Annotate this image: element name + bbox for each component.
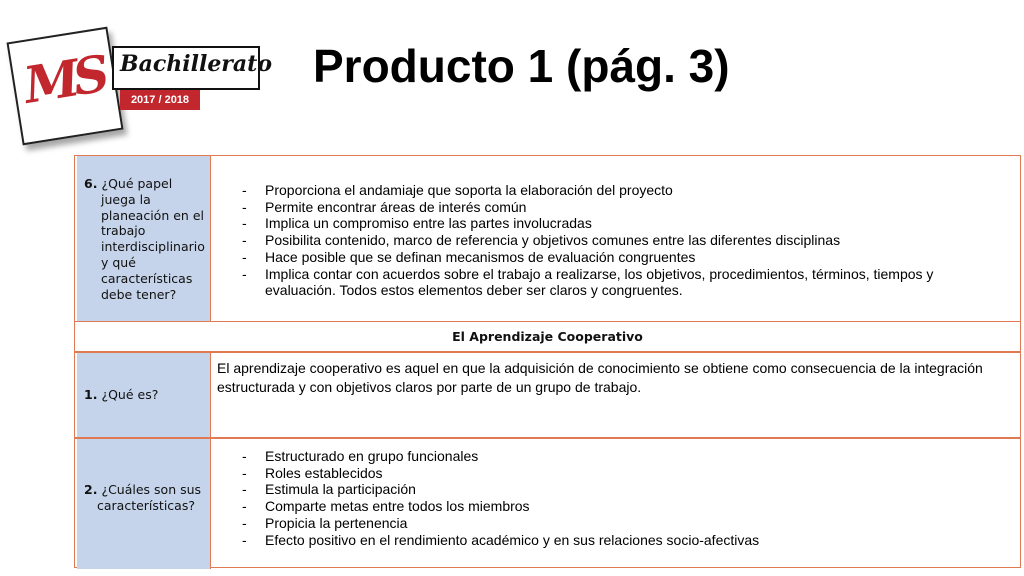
question-text bbox=[84, 176, 206, 302]
logo-years: 2017 / 2018 bbox=[120, 90, 200, 110]
list-item: - Implica contar con acuerdos sobre el trabajo a realizarse, los objetivos, procedimientos, términos, tiempos y evaluación. Todos estos elementos deber ser claros y congruentes. bbox=[211, 266, 1020, 299]
list-item: - Roles establecidos bbox=[211, 465, 1020, 482]
question-cell bbox=[77, 353, 211, 439]
section-title: El Aprendizaje Cooperativo bbox=[452, 329, 643, 344]
list-item: - Implica un compromiso entre las partes involucradas bbox=[211, 215, 1020, 232]
answer-cell bbox=[211, 156, 1020, 321]
content-table bbox=[74, 155, 1021, 568]
question-number: 1. bbox=[84, 387, 98, 402]
question-label: ¿Qué es? bbox=[101, 387, 159, 402]
answer-paragraph: El aprendizaje cooperativo es aquel en que la adquisición de conocimiento se obtiene como consecuencia de la integración estructurada y con objetivos claros por parte de un grupo de trabajo. bbox=[217, 360, 983, 395]
question-cell bbox=[77, 156, 211, 321]
question-label: ¿Qué papel juega la planeación en el trabajo interdisciplinario y qué características debe tener? bbox=[101, 176, 205, 302]
list-item: - Efecto positivo en el rendimiento académico y en sus relaciones socio-afectivas bbox=[211, 532, 1020, 549]
list-item: - Posibilita contenido, marco de referencia y objetivos comunes entre las diferentes disciplinas bbox=[211, 232, 1020, 249]
list-item: - Proporciona el andamiaje que soporta la elaboración del proyecto bbox=[211, 182, 1020, 199]
list-item: - Propicia la pertenencia bbox=[211, 515, 1020, 532]
logo-letters: MS bbox=[19, 44, 108, 115]
answer-list bbox=[211, 448, 1020, 548]
question-text bbox=[84, 482, 206, 514]
answer-cell bbox=[211, 439, 1020, 569]
table-row bbox=[75, 351, 1020, 439]
list-item: - Permite encontrar áreas de interés común bbox=[211, 199, 1020, 216]
logo-word: Bachillerato bbox=[120, 51, 272, 77]
list-item: - Estructurado en grupo funcionales bbox=[211, 448, 1020, 465]
page-title: Producto 1 (pág. 3) bbox=[313, 40, 730, 92]
question-number: 6. bbox=[84, 176, 98, 191]
question-label: ¿Cuáles son sus características? bbox=[97, 482, 202, 513]
list-item: - Hace posible que se definan mecanismos de evaluación congruentes bbox=[211, 249, 1020, 266]
question-text bbox=[84, 387, 206, 403]
question-number: 2. bbox=[84, 482, 98, 497]
table-row bbox=[75, 437, 1020, 569]
answer-list bbox=[211, 182, 1020, 299]
list-item: - Estimula la participación bbox=[211, 481, 1020, 498]
list-item: - Comparte metas entre todos los miembros bbox=[211, 498, 1020, 515]
logo bbox=[8, 28, 272, 158]
question-cell bbox=[77, 439, 211, 569]
table-row bbox=[75, 156, 1020, 321]
section-row bbox=[75, 321, 1020, 352]
